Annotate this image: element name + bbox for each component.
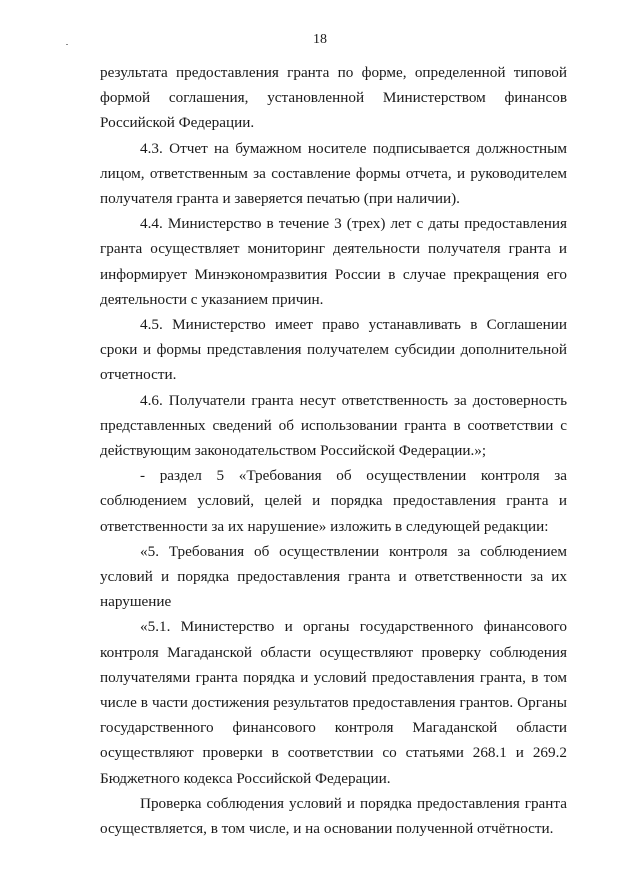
page-number: 18 [313, 32, 327, 47]
paragraph-verification: Проверка соблюдения условий и порядка предоставления гранта осуществляется, в том числе, и на основании полученной отчётности. [100, 794, 567, 838]
section-5-heading: «5. Требования об осуществлении контроля за соблюдением условий и порядка предоставления гранта и ответственности за их нарушение [100, 542, 567, 611]
paragraph-5-1: «5.1. Министерство и органы государственного финансового контроля Магаданской области осуществляют проверку соблюдения получателями гранта порядка и условий предоставления гранта, в том числе в части достижения результатов предоставления грантов. Органы государственного финансового контроля Магаданской области осуществляют проверки в соответствии со статьями 268.1 и 269.2 Бюджетного кодекса Российской Федерации. [100, 618, 567, 787]
paragraph-section-5-amendment: - раздел 5 «Требования об осуществлении контроля за соблюдением условий, целей и порядка предоставления гранта и ответственности за их нарушение» изложить в следующей редакции: [100, 467, 567, 535]
scan-speck [66, 44, 68, 45]
paragraph-4-4: 4.4. Министерство в течение 3 (трех) лет с даты предоставления гранта осуществляет мониторинг деятельности получателя гранта и информирует Минэкономразвития России в случае прекращения его деятельности с указанием причин. [100, 215, 567, 308]
paragraph-continuation: результата предоставления гранта по форме, определенной типовой формой соглашения, установленной Министерством финансов Российской Федерации. [100, 64, 567, 132]
paragraph-4-3: 4.3. Отчет на бумажном носителе подписывается должностным лицом, ответственным за составление формы отчета, и руководителем получателя гранта и заверяется печатью (при наличии). [100, 139, 567, 208]
paragraph-4-6: 4.6. Получатели гранта несут ответственность за достоверность представленных сведений об использовании гранта в соответствии с действующим законодательством Российской Федерации.»; [100, 391, 567, 460]
document-body [100, 60, 567, 841]
paragraph-4-5: 4.5. Министерство имеет право устанавливать в Соглашении сроки и формы представления получателем субсидии дополнительной отчетности. [100, 316, 567, 384]
